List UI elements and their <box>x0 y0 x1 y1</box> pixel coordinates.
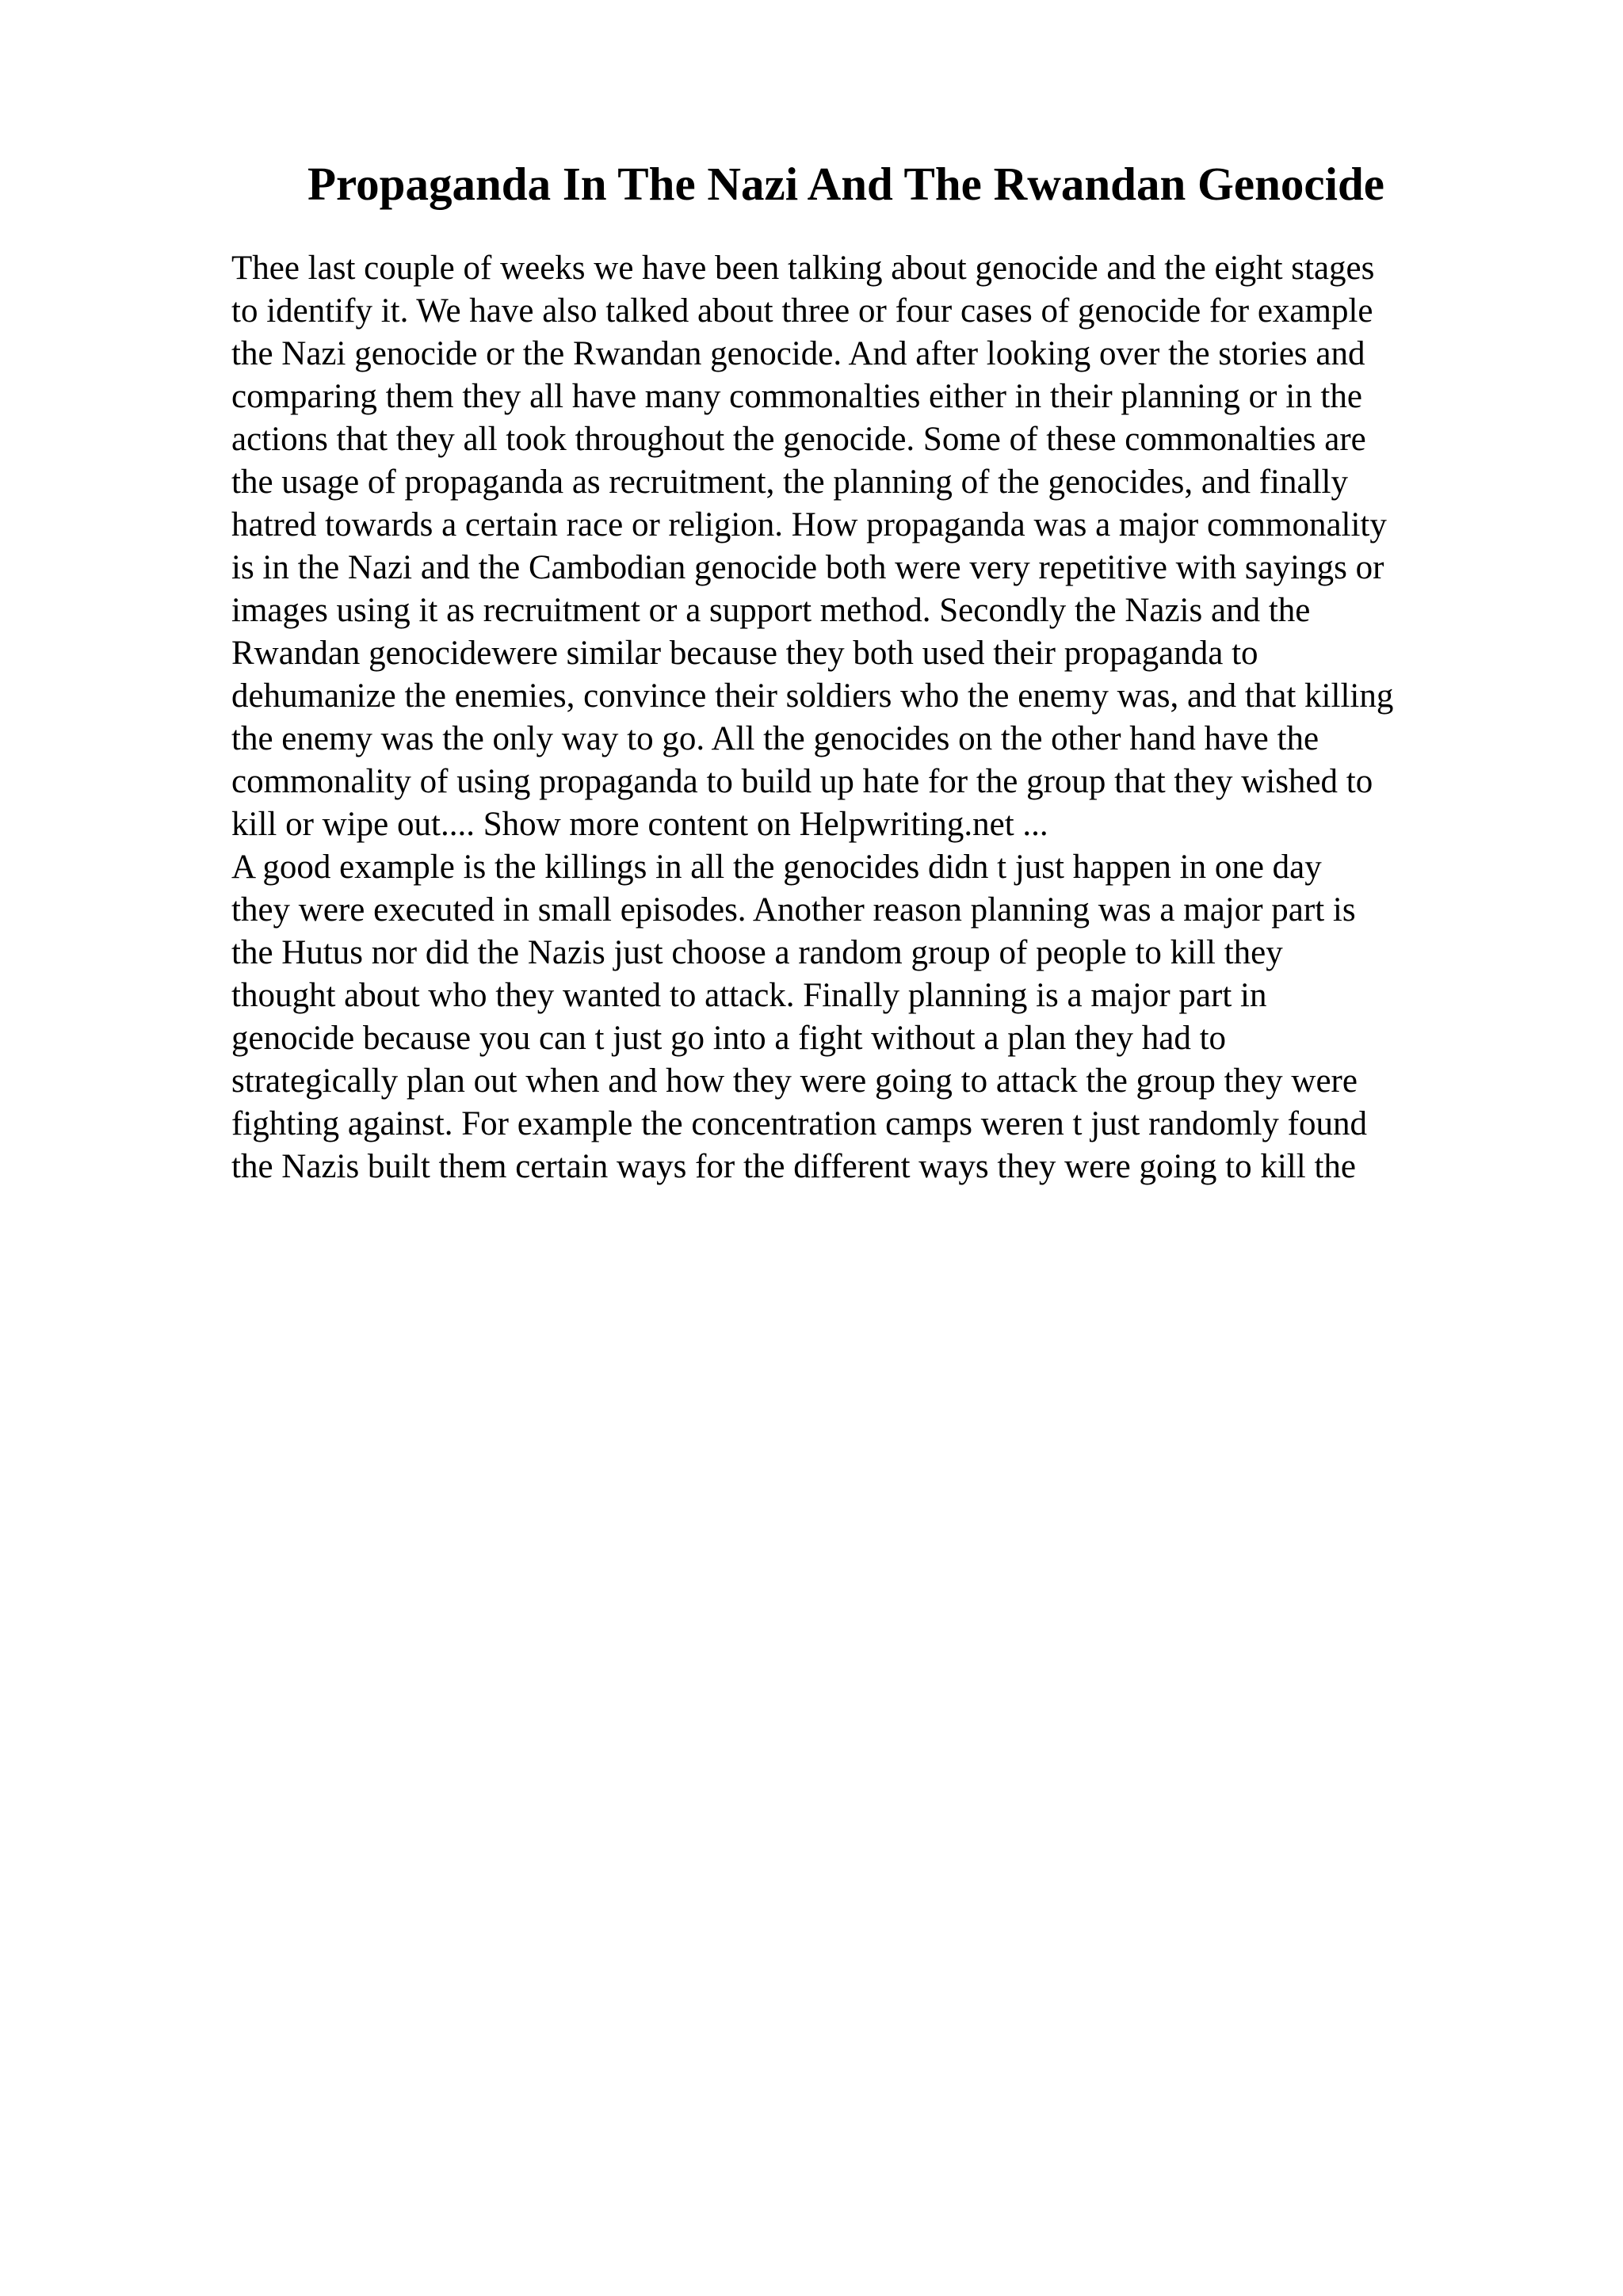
text-line: Rwandan genocidewere similar because they both used their propaganda to <box>231 635 1258 672</box>
text-line: the Nazis built them certain ways for the different ways they were going to kill the <box>231 1148 1356 1185</box>
text-line: kill or wipe out.... Show more content on Helpwriting.net ... <box>231 806 1048 843</box>
text-line: images using it as recruitment or a support method. Secondly the Nazis and the <box>231 592 1311 629</box>
text-line: commonality of using propaganda to build up hate for the group that they wished to <box>231 763 1373 800</box>
text-line: is in the Nazi and the Cambodian genocide both were very repetitive with sayings or <box>231 549 1384 586</box>
text-line: strategically plan out when and how they were going to attack the group they were <box>231 1062 1358 1100</box>
document-title: Propaganda In The Nazi And The Rwandan Genocide <box>307 158 1384 210</box>
text-line: fighting against. For example the concentration camps weren t just randomly found <box>231 1105 1367 1142</box>
text-line: dehumanize the enemies, convince their soldiers who the enemy was, and that killing <box>231 677 1394 715</box>
text-line: Thee last couple of weeks we have been talking about genocide and the eight stages <box>231 250 1375 287</box>
text-line: actions that they all took throughout the genocide. Some of these commonalties are <box>231 421 1366 458</box>
text-line: comparing them they all have many commonalties either in their planning or in the <box>231 378 1362 415</box>
text-line: the usage of propaganda as recruitment, the planning of the genocides, and finally <box>231 463 1348 501</box>
text-line: the enemy was the only way to go. All the genocides on the other hand have the <box>231 720 1319 757</box>
text-line: to identify it. We have also talked about three or four cases of genocide for example <box>231 292 1373 330</box>
document-body <box>231 247 1594 1188</box>
text-line: the Hutus nor did the Nazis just choose a random group of people to kill they <box>231 934 1283 971</box>
text-line: thought about who they wanted to attack. Finally planning is a major part in <box>231 977 1267 1014</box>
text-line: the Nazi genocide or the Rwandan genocide. And after looking over the stories and <box>231 335 1365 372</box>
text-line: genocide because you can t just go into a fight without a plan they had to <box>231 1020 1227 1057</box>
text-line: hatred towards a certain race or religion. How propaganda was a major commonality <box>231 506 1387 543</box>
text-line: they were executed in small episodes. Another reason planning was a major part is <box>231 891 1356 929</box>
text-line: A good example is the killings in all the genocides didn t just happen in one day <box>231 849 1322 886</box>
